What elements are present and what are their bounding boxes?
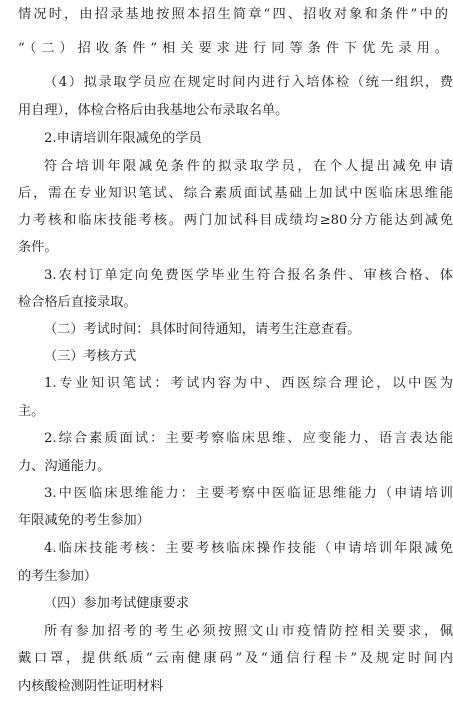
text-line: 符合培训年限减免条件的拟录取学员，在个人提出减免申请 bbox=[44, 159, 453, 174]
text-line: 检合格后直接录取。 bbox=[18, 295, 137, 310]
text-line: 用自理），体检合格后由我基地公布录取名单。 bbox=[18, 103, 289, 118]
text-line: “（二）招收条件”相关要求进行同等条件下优先录用。 bbox=[18, 41, 448, 56]
text-line: 戴口罩，提供纸质“云南健康码”及“通信行程卡”及规定时间内 bbox=[18, 651, 453, 666]
text-line: 2.综合素质面试：主要考察临床思维、应变能力、语言表达能 bbox=[44, 431, 453, 446]
section-heading: 2.申请培训年限减免的学员 bbox=[44, 131, 202, 146]
text-line: 情况时，由招录基地按照本招生简章“四、招收对象和条件”中的 bbox=[18, 7, 448, 22]
text-line: 年限减免的考生参加） bbox=[18, 513, 150, 528]
text-line: 力考核和临床技能考核。两门加试科目成绩均≥80分方能达到减免 bbox=[18, 213, 453, 228]
text-line: 1.专业知识笔试：考试内容为中、西医综合理论，以中医为 bbox=[44, 376, 453, 391]
section-heading: （三）考核方式 bbox=[44, 349, 137, 364]
section-heading: （二）考试时间：具体时间待通知，请考生注意查看。 bbox=[44, 322, 361, 337]
text-line: 所有参加招考的考生必须按照文山市疫情防控相关要求，佩 bbox=[44, 624, 453, 639]
text-line: 3.农村订单定向免费医学毕业生符合报名条件、审核合格、体 bbox=[44, 268, 453, 283]
text-line: 主。 bbox=[18, 404, 45, 419]
text-line: 力、沟通能力。 bbox=[18, 459, 111, 474]
text-line: 4.临床技能考核：主要考核临床操作技能（申请培训年限减免 bbox=[44, 541, 453, 556]
section-heading: （四）参加考试健康要求 bbox=[44, 596, 190, 611]
text-line: 的考生参加） bbox=[18, 569, 98, 584]
text-line: 后，需在专业知识笔试、综合素质面试基础上加试中医临床思维能 bbox=[18, 186, 453, 201]
text-line: 条件。 bbox=[18, 240, 58, 255]
text-line: （4）拟录取学员应在规定时间内进行入培体检（统一组织，费 bbox=[44, 75, 453, 90]
text-line: 3.中医临床思维能力：主要考察中医临证思维能力（申请培训 bbox=[44, 486, 453, 501]
text-line: 内核酸检测阴性证明材料 bbox=[18, 679, 164, 694]
